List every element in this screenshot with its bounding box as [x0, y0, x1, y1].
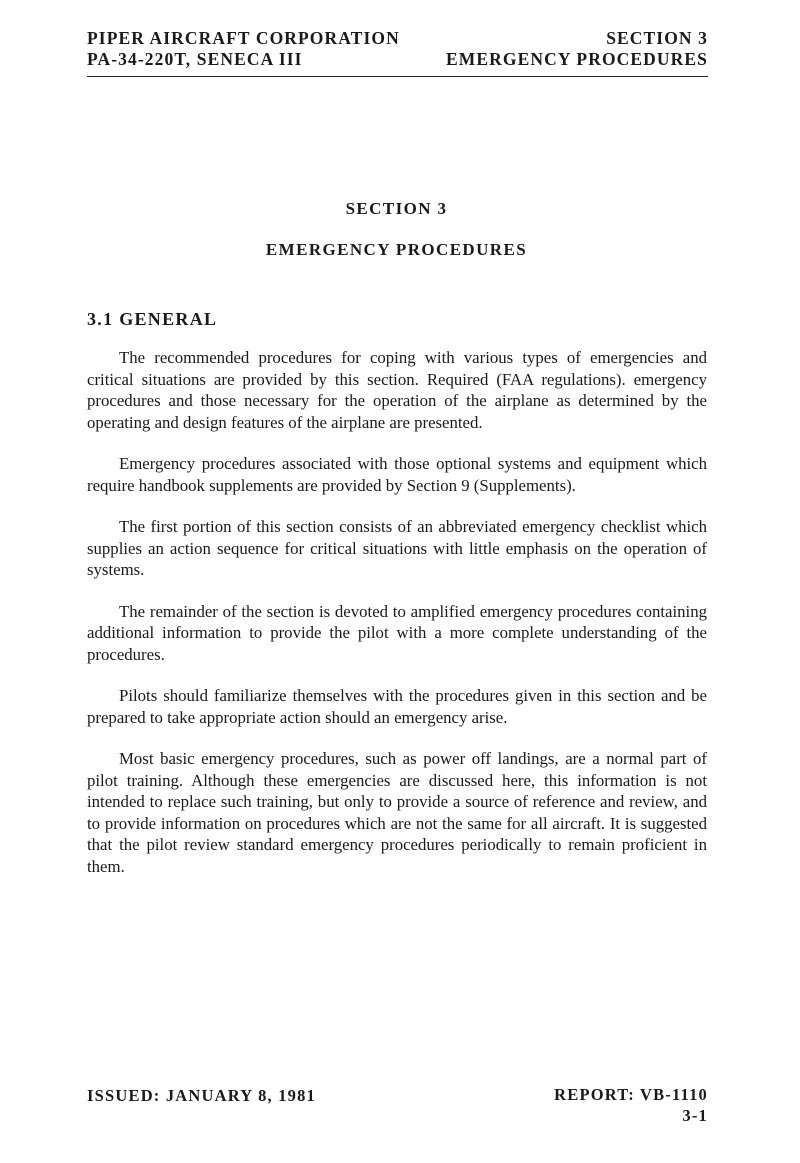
paragraph: Emergency procedures associated with those optional systems and equipment which require handbook supplements are provided by Section 9 (Supplements). — [87, 454, 707, 495]
header-company: PIPER AIRCRAFT CORPORATION — [87, 28, 400, 48]
general-heading: 3.1 GENERAL — [87, 309, 218, 329]
paragraph: The recommended procedures for coping with various types of emergencies and critical situations are provided by this section. Required (FAA regulations). emergency procedures and those necessary for the operation of the airplane as determined by the operating and design features of the airplane are presented. — [87, 348, 707, 432]
paragraph: The remainder of the section is devoted to amplified emergency procedures containing additional information to provide the pilot with a more complete understanding of the procedures. — [87, 601, 707, 664]
page-footer-right — [554, 1084, 708, 1126]
page-number: 3-1 — [682, 1106, 708, 1125]
general-body — [87, 347, 707, 897]
paragraph: Most basic emergency procedures, such as power off landings, are a normal part of pilot training. Although these emergencies are discussed here, this information is not intended to replace such training, but only to provide a source of reference and review, and to provide information on procedures which are not the same for all aircraft. It is suggested that the pilot review standard emergency procedures periodically to remain proficient in them. — [87, 749, 707, 876]
footer-issued-date: ISSUED: JANUARY 8, 1981 — [87, 1086, 317, 1105]
paragraph: The first portion of this section consists of an abbreviated emergency checklist which supplies an action sequence for critical situations with little emphasis on the operation of systems. — [87, 517, 707, 579]
header-section-number: SECTION 3 — [606, 28, 708, 48]
page-header — [87, 28, 708, 77]
header-section-name: EMERGENCY PROCEDURES — [446, 49, 708, 69]
paragraph: Pilots should familiarize themselves with the procedures given in this section and be prepared to take appropriate action should an emergency arise. — [87, 686, 707, 727]
footer-report-number: REPORT: VB-1110 — [554, 1085, 708, 1104]
section-name-title: EMERGENCY PROCEDURES — [265, 240, 528, 259]
section-number-title: SECTION 3 — [345, 199, 448, 218]
header-model: PA-34-220T, SENECA III — [87, 49, 303, 69]
